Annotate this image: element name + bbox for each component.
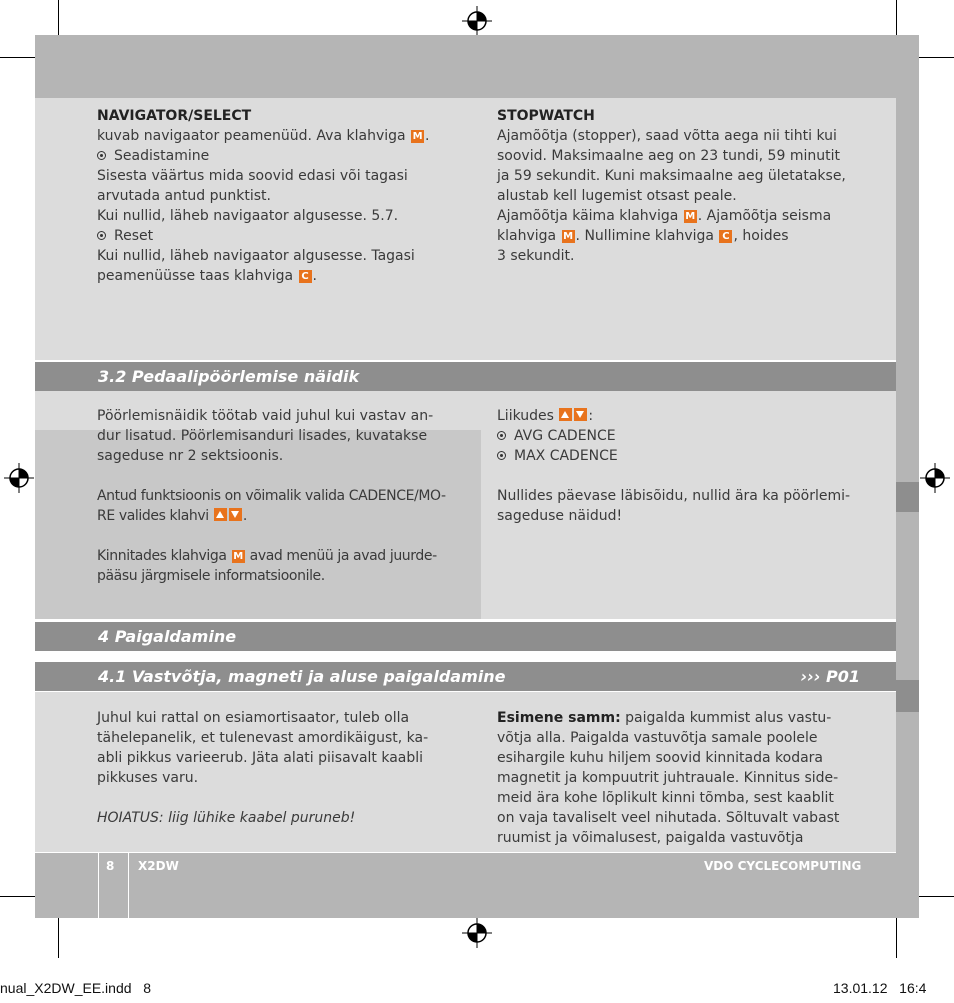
text-line: ja 59 sekundit. Kuni maksimaalne aeg ületatakse, <box>497 168 846 184</box>
text-line: Esimene samm: paigalda kummist alus vastu- <box>497 710 832 726</box>
text-line: alustab kell lugemist otsast peale. <box>497 188 737 204</box>
header-bar <box>35 35 919 98</box>
text-line: Sisesta väärtus mida soovid edasi või tagasi <box>97 168 408 184</box>
m-key-icon: M <box>412 131 423 142</box>
text-line: pääsu järgmisele informatsioonile. <box>97 568 325 584</box>
text-line: Liikudes : <box>497 408 594 424</box>
down-arrow-key-icon <box>229 508 242 521</box>
cadence-right-column <box>497 406 887 526</box>
registration-mark-icon <box>4 463 34 493</box>
stopwatch-column <box>497 106 887 266</box>
text-line: Juhul kui rattal on esiamortisaator, tuleb olla <box>97 710 410 726</box>
cadence-left-column <box>97 406 477 586</box>
registration-mark-icon <box>462 918 492 948</box>
text-line: Ajamõõtja (stopper), saad võtta aega nii tihti kui <box>497 128 837 144</box>
crop-mark <box>58 918 59 958</box>
stopwatch-heading: STOPWATCH <box>497 108 595 124</box>
product-name: X2DW <box>138 859 179 873</box>
text-line: arvutada antud punktist. <box>97 188 271 204</box>
bullet-item: MAX CADENCE <box>497 446 887 466</box>
crop-mark <box>896 918 897 958</box>
text-line: Ajamõõtja käima klahviga M . Ajamõõtja seisma <box>497 208 832 224</box>
navigator-column <box>97 106 477 286</box>
bullet-item: Seadistamine <box>97 146 477 166</box>
spacer <box>97 788 477 808</box>
up-arrow-key-icon <box>559 408 572 421</box>
text-line: Nullides päevase läbisõidu, nullid ära ka pöörlemi- <box>497 488 851 504</box>
c-key-icon: C <box>299 270 312 283</box>
navigator-heading: NAVIGATOR/SELECT <box>97 108 252 124</box>
bullet-item: AVG CADENCE <box>497 426 887 446</box>
side-tab <box>896 680 919 712</box>
step-label: Esimene samm: <box>497 710 621 726</box>
text-line: RE valides klahvi . <box>97 508 247 524</box>
section-title: 4.1 Vastvõtja, magneti ja aluse paigaldamine <box>98 667 506 686</box>
spacer <box>497 466 887 486</box>
install-right-column <box>497 708 887 848</box>
text-line: peamenüüsse taas klahviga C . <box>97 268 317 284</box>
text-line: pikkuses varu. <box>97 770 199 786</box>
text-line: esihargile kuhu hiljem soovid kinnitada kodara <box>497 750 824 766</box>
text-line: klahviga M . Nullimine klahviga C , hoides <box>497 228 789 244</box>
text-line: Kui nullid, läheb navigaator algusesse. 5.7. <box>97 208 399 224</box>
crop-mark <box>916 896 954 897</box>
down-arrow-key-icon <box>574 408 587 421</box>
m-key-icon: M <box>233 551 243 562</box>
text-line: 3 sekundit. <box>497 248 575 264</box>
install-left-column <box>97 708 477 828</box>
m-key-icon: M <box>563 231 574 242</box>
section-header-4-1 <box>35 662 896 691</box>
crop-mark <box>896 0 897 38</box>
crop-mark <box>0 896 38 897</box>
bullet-icon <box>497 451 506 460</box>
text-line: Pöörlemisnäidik töötab vaid juhul kui vastav an- <box>97 408 434 424</box>
text-line: kuvab navigaator peamenüüd. Ava klahviga M . <box>97 128 430 144</box>
text-line: abli pikkus varieerub. Jäta alati piisavalt kaabli <box>97 750 424 766</box>
crop-mark <box>0 57 38 58</box>
page-number: 8 <box>106 859 115 873</box>
text-line: meid ära kohe lõplikult kinni tõmba, sest kaablit <box>497 790 834 806</box>
bullet-icon <box>97 231 106 240</box>
crop-mark <box>916 57 954 58</box>
text-line: tähelepanelik, et tulenevast amordikäigust, ka- <box>97 730 429 746</box>
text-line: magnetit ja kompuutrit juhtrauale. Kinnitus side- <box>497 770 839 786</box>
c-key-icon: C <box>719 230 732 243</box>
warning-text: HOIATUS: liig lühike kaabel puruneb! <box>97 810 356 826</box>
registration-mark-icon <box>920 463 950 493</box>
bullet-item: Reset <box>97 226 477 246</box>
section-title: 3.2 Pedaalipöörlemise näidik <box>98 367 360 386</box>
spacer <box>97 466 477 486</box>
section-header-4 <box>35 622 896 651</box>
m-key-icon: M <box>685 211 696 222</box>
footer-divider <box>128 853 129 918</box>
text-line: sageduse näidud! <box>497 508 623 524</box>
text-line: ruumist ja võimalusest, paigalda vastuvõtja <box>497 830 804 846</box>
text-line: soovid. Maksimaalne aeg on 23 tundi, 59 minutit <box>497 148 840 164</box>
text-line: dur lisatud. Pöörlemisanduri lisades, kuvatakse <box>97 428 428 444</box>
section-reference: ››› P01 <box>800 667 860 686</box>
print-slug-file: nual_X2DW_EE.indd 8 <box>0 980 151 996</box>
text-line: sageduse nr 2 sektsioonis. <box>97 448 284 464</box>
bullet-icon <box>497 431 506 440</box>
bullet-icon <box>97 151 106 160</box>
section-header-3-2 <box>35 362 896 391</box>
text-line: Kui nullid, läheb navigaator algusesse. Tagasi <box>97 248 415 264</box>
print-slug-date: 13.01.12 16:4 <box>833 980 927 996</box>
text-line: on vaja tavaliselt veel nihutada. Sõltuvalt vabast <box>497 810 840 826</box>
brand-name: VDO CYCLECOMPUTING <box>704 859 862 873</box>
side-tab <box>896 482 919 512</box>
text-line: Kinnitades klahviga M avad menüü ja avad juurde- <box>97 548 437 564</box>
text-line: võtja alla. Paigalda vastuvõtja samale poolele <box>497 730 818 746</box>
section-title: 4 Paigaldamine <box>98 627 237 646</box>
crop-mark <box>58 0 59 38</box>
footer-divider <box>98 853 99 918</box>
text-line: Antud funktsioonis on võimalik valida CADENCE/MO- <box>97 488 446 504</box>
up-arrow-key-icon <box>214 508 227 521</box>
registration-mark-icon <box>462 6 492 36</box>
spacer <box>97 526 477 546</box>
